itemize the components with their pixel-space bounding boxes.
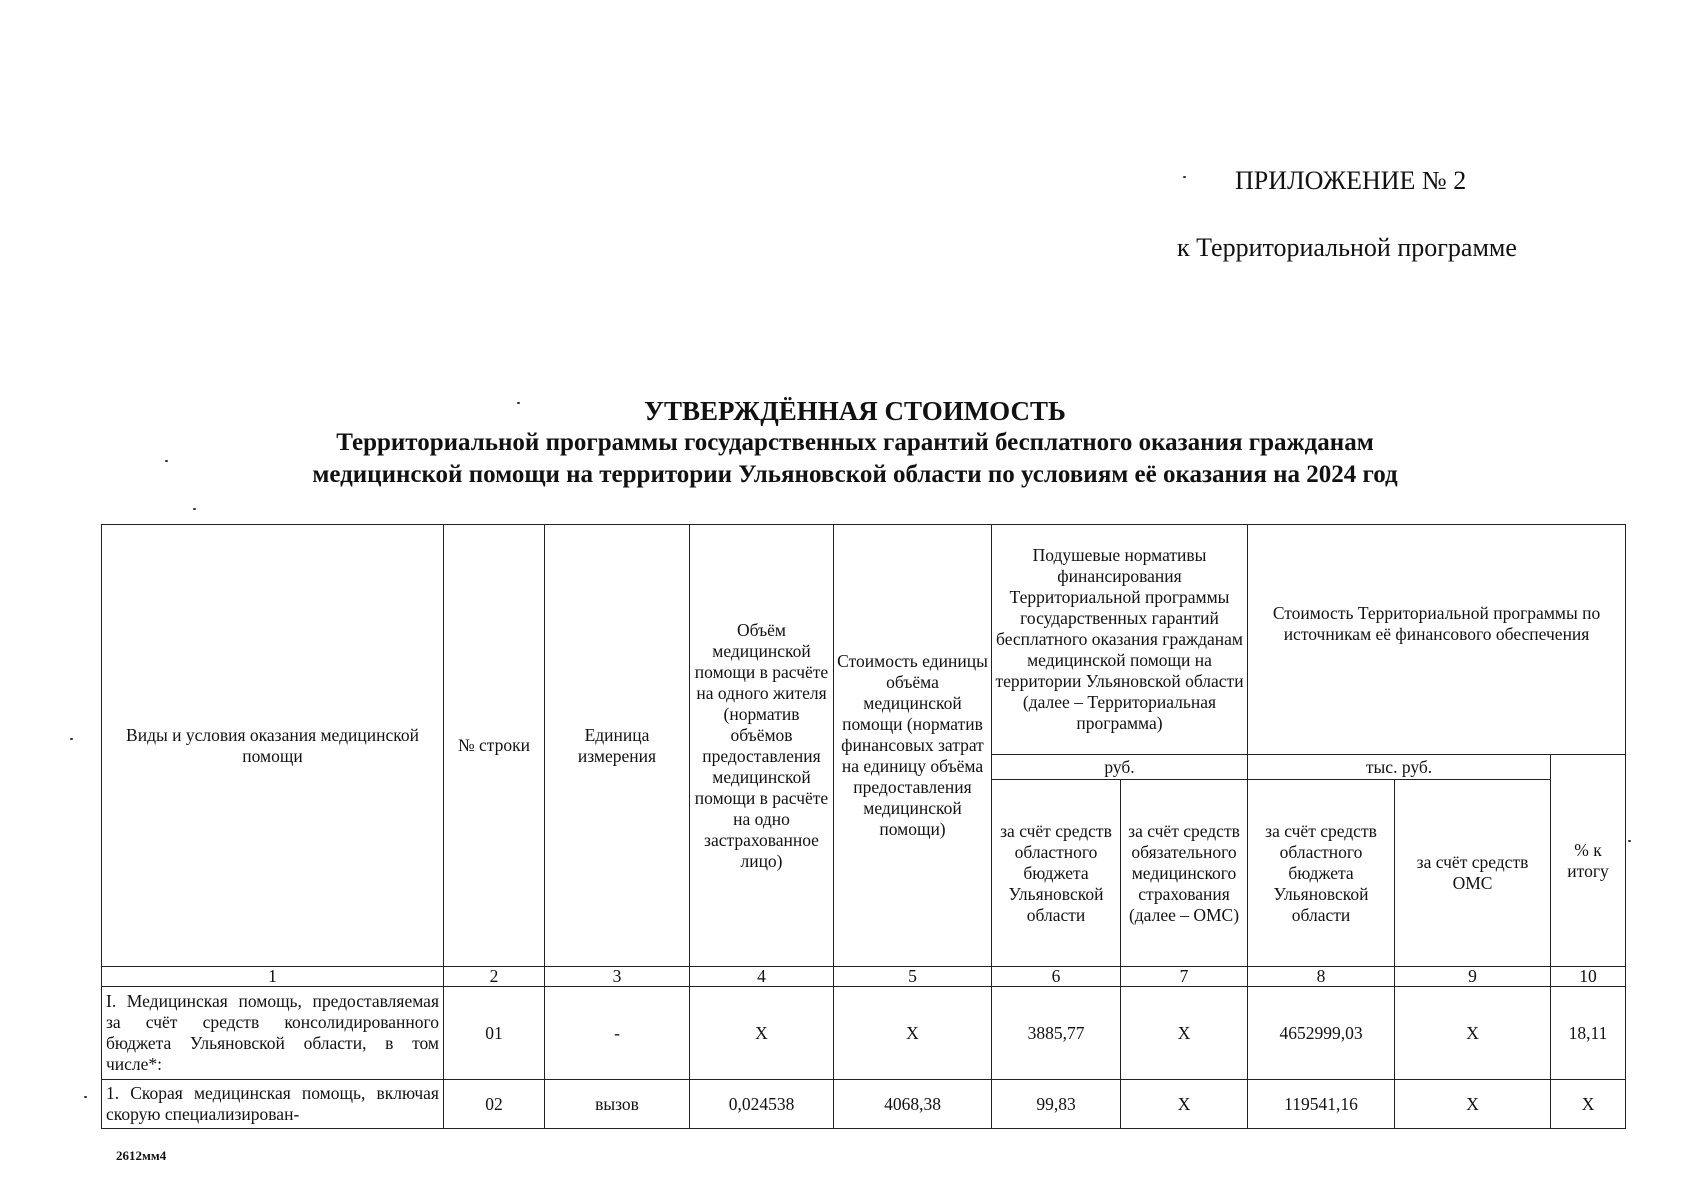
scan-speck [165,460,168,462]
row-per-capita-budget: 99,83 [992,1080,1121,1129]
row-volume: 0,024538 [690,1080,834,1129]
appendix-subtitle: к Территориальной программе [1177,233,1517,262]
header-cost-budget: за счёт средств областного бюджета Ульяновской области [1248,780,1395,967]
title-line-2: медицинской помощи на территории Ульяновской области по условиям её оказания на 2024 год [312,461,1398,488]
row-name: 1. Скорая медицинская помощь, включая скорую специализирован- [102,1080,444,1129]
row-line-no: 02 [444,1080,545,1129]
row-cost-oms: X [1395,987,1551,1080]
header-unit-thousand-rub: тыс. руб. [1248,755,1551,780]
scan-speck [84,1096,87,1098]
column-number: 1 [102,967,444,987]
row-volume: X [690,987,834,1080]
column-number: 4 [690,967,834,987]
header-per-capita-oms: за счёт средств обязательного медицинского страхования (далее – ОМС) [1121,780,1248,967]
row-unit: вызов [545,1080,690,1129]
row-cost-budget: 119541,16 [1248,1080,1395,1129]
header-per-capita-budget: за счёт средств областного бюджета Ульяновской области [992,780,1121,967]
appendix-label: ПРИЛОЖЕНИЕ № 2 [1235,166,1467,195]
row-cost-budget: 4652999,03 [1248,987,1395,1080]
column-number: 6 [992,967,1121,987]
title-main: УТВЕРЖДЁННАЯ СТОИМОСТЬ [644,396,1066,426]
column-number: 2 [444,967,545,987]
row-name: I. Медицинская помощь, предоставляемая за счёт средств консолидированного бюджета Ульяновской области, в том числе*: [102,987,444,1080]
header-cost-oms: за счёт средств ОМС [1395,780,1551,967]
title-line-1: Территориальной программы государственных гарантий бесплатного оказания гражданам [336,429,1374,456]
scan-speck [70,738,73,740]
row-per-capita-oms: X [1121,1080,1248,1129]
column-number: 7 [1121,967,1248,987]
row-cost-oms: X [1395,1080,1551,1129]
row-unit: - [545,987,690,1080]
header-line-no: № строки [444,525,545,967]
header-per-capita-group: Подушевые нормативы финансирования Территориальной программы государственных гарантий бесплатного оказания гражданам медицинской помощи на территории Ульяновской области (далее – Территориальная программа) [992,525,1248,755]
row-unit-cost: 4068,38 [834,1080,992,1129]
row-line-no: 01 [444,987,545,1080]
column-numbers-row [102,967,1626,987]
header-volume: Объём медицинской помощи в расчёте на одного жителя (норматив объёмов предоставления медицинской помощи в расчёте на одно застрахованное лицо) [690,525,834,967]
table-row [102,987,1626,1080]
column-number: 9 [1395,967,1551,987]
scan-speck [193,508,196,510]
row-percent: 18,11 [1551,987,1626,1080]
row-unit-cost: X [834,987,992,1080]
document-title [100,395,1610,491]
column-number: 8 [1248,967,1395,987]
column-number: 10 [1551,967,1626,987]
column-number: 3 [545,967,690,987]
scan-speck [1183,176,1186,178]
row-percent: X [1551,1080,1626,1129]
header-unit-rub: руб. [992,755,1248,780]
column-number: 5 [834,967,992,987]
cost-table [101,524,1626,1129]
row-per-capita-oms: X [1121,987,1248,1080]
header-cost-group: Стоимость Территориальной программы по источникам её финансового обеспечения [1248,525,1626,755]
document-code: 2612мм4 [116,1148,167,1163]
header-unit: Единица измерения [545,525,690,967]
header-kinds: Виды и условия оказания медицинской помощи [102,525,444,967]
table-row [102,1080,1626,1129]
scan-speck [1628,840,1631,842]
header-percent: % к итогу [1551,755,1626,967]
header-unit-cost: Стоимость единицы объёма медицинской помощи (норматив финансовых затрат на единицу объёма предоставления медицинской помощи) [834,525,992,967]
scan-speck [517,402,520,404]
row-per-capita-budget: 3885,77 [992,987,1121,1080]
